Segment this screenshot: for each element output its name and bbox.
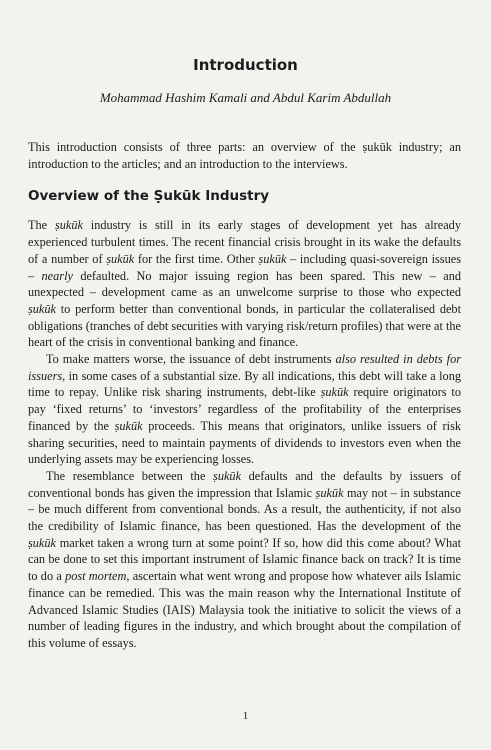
- intro-paragraph: This introduction consists of three parts: an overview of the ṣukūk industry; an introduction to the articles; and an introduction to the interviews.: [28, 140, 461, 171]
- body-text: [28, 139, 461, 652]
- paragraph-3: The resemblance between the ṣukūk defaults and the defaults by issuers of conventional bonds has given the impression that Islamic ṣukūk may not – in substance – be much different from conventional bonds. As a result, the authenticity, if not also the credibility of Islamic finance, has been questioned. Has the development of the ṣukūk market taken a wrong turn at some point? If so, how did this come about? What can be done to set this important instrument of Islamic finance back on track? It is time to do a post mortem, ascertain what went wrong and propose how whatever ails Islamic finance can be remedied. This was the main reason why the International Institute of Advanced Islamic Studies (IAIS) Malaysia took the initiative to solicit the views of a number of leading figures in the industry, and which brought about the compilation of this volume of essays.: [28, 468, 461, 650]
- authors-line: Mohammad Hashim Kamali and Abdul Karim Abdullah: [99, 90, 392, 105]
- paragraph-1: The ṣukūk industry is still in its early stages of development yet has already experienced turbulent times. The recent financial crisis brought in its wake the defaults of a number of ṣukūk for the first time. Other ṣukūk – including quasi-sovereign issues – nearly defaulted. No major issuing region has been spared. This new – and unexpected – development came as an unwelcome surprise to those who expected ṣukūk to perform better than conventional bonds, in particular the collateralised debt obligations (tranches of debt securities with varying risk/return profiles) that were at the heart of the crisis in conventional banking and finance.: [28, 218, 461, 350]
- page-number: 1: [242, 710, 249, 722]
- section-heading: Overview of the Ṣukūk Industry: [28, 188, 270, 205]
- paragraph-2: To make matters worse, the issuance of debt instruments also resulted in debts for issuers, in some cases of a substantial size. By all indications, this debt will take a long time to repay. Unlike risk sharing instruments, debt-like ṣukūk require originators to pay ‘fixed returns’ to ‘investors’ regardless of the profitability of the enterprises financed by the ṣukūk proceeds. This means that originators, unlike issuers of risk sharing securities, need to maintain payments of dividends to investors even when the underlying assets may be experiencing losses.: [28, 352, 462, 467]
- page-title: Introduction: [193, 56, 298, 74]
